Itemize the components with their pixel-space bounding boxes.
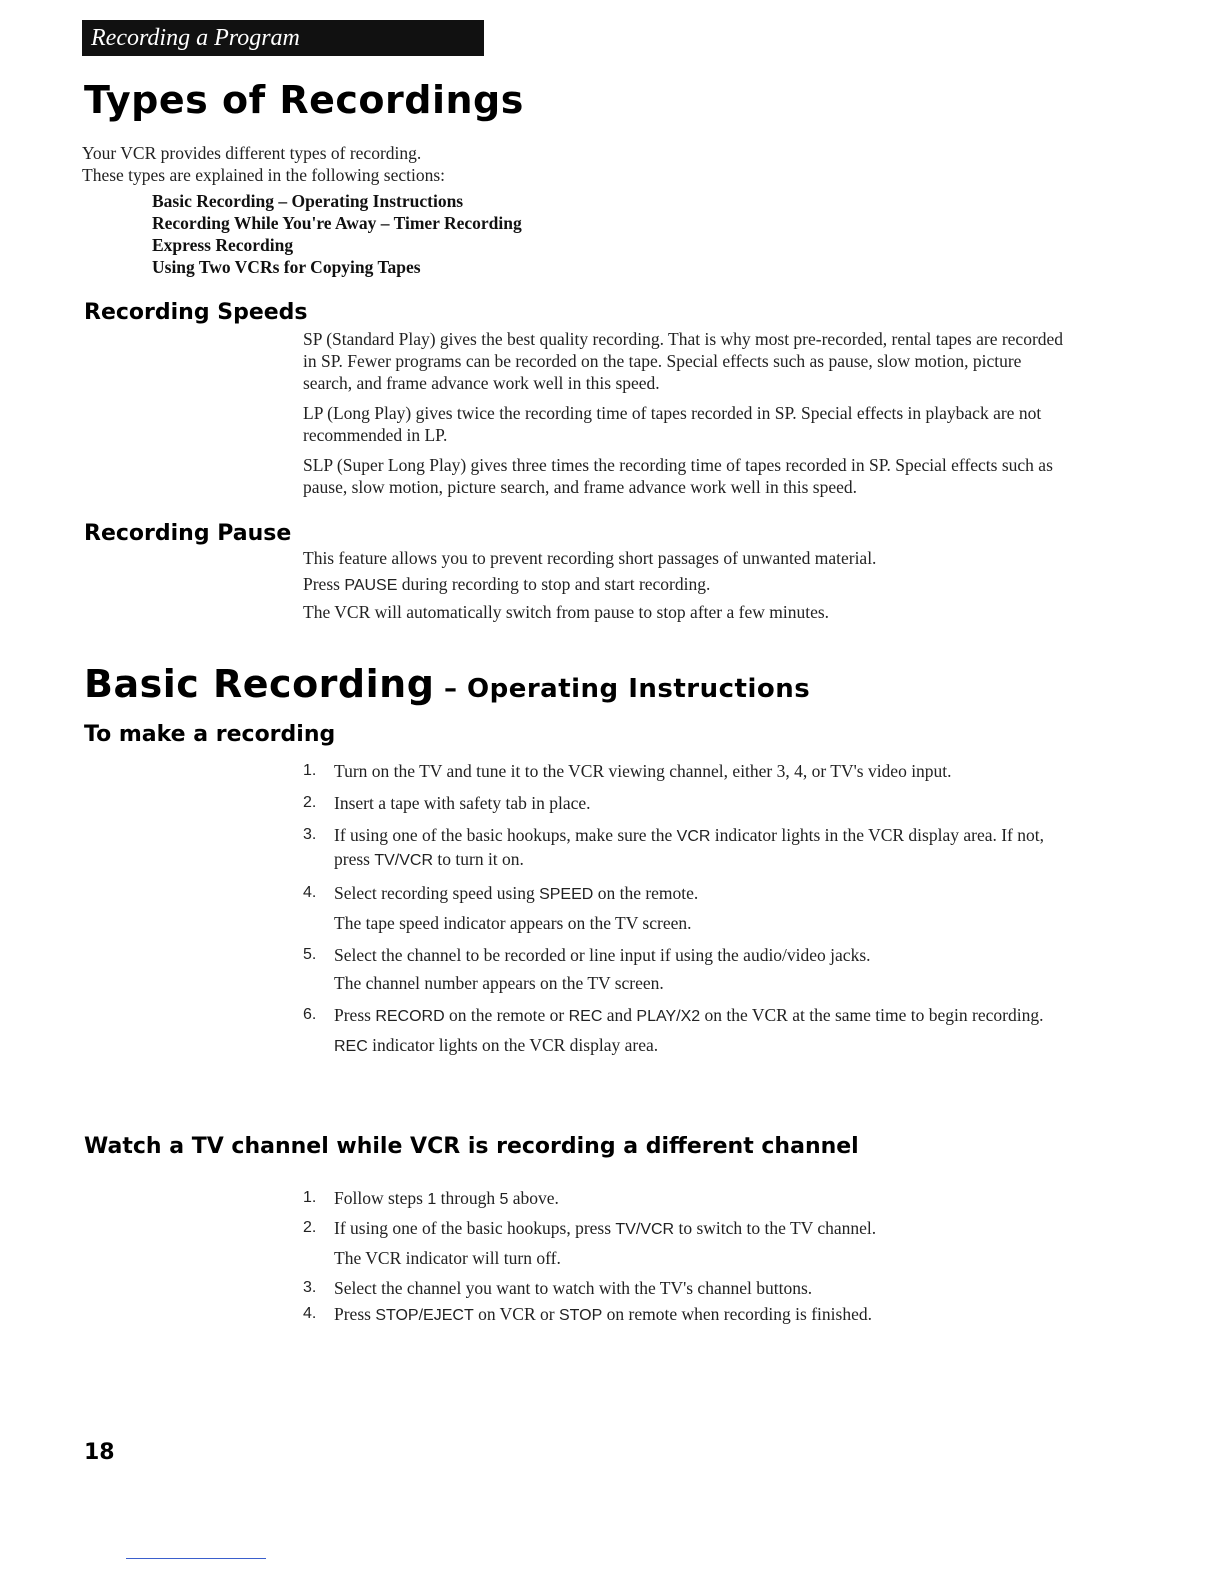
types-title: Types of Recordings (84, 78, 524, 122)
step-note: REC indicator lights on the VCR display area. (334, 1035, 659, 1055)
make-recording-steps (303, 760, 1063, 1058)
footer-rule (126, 1558, 266, 1559)
make-recording-heading: To make a recording (84, 722, 336, 747)
watch-tv-steps (303, 1187, 1063, 1327)
chapter-header-label: Recording a Program (91, 25, 300, 51)
types-section-item: Express Recording (152, 235, 294, 255)
step-item: 3. If using one of the basic hookups, make sure the VCR indicator lights in the VCR display area. If not, press TV/VCR to turn it on. (303, 825, 1044, 869)
recording-speeds-heading: Recording Speeds (84, 300, 308, 325)
step-note: The channel number appears on the TV screen. (334, 973, 664, 993)
step-note: The tape speed indicator appears on the TV screen. (334, 913, 692, 933)
types-section-item: Using Two VCRs for Copying Tapes (152, 257, 421, 277)
basic-recording-title (84, 662, 810, 706)
step-item: 1. Follow steps 1 through 5 above. (303, 1188, 559, 1208)
watch-tv-heading: Watch a TV channel while VCR is recording a different channel (84, 1134, 859, 1159)
step-item: 6. Press RECORD on the remote or REC and PLAY/X2 on the VCR at the same time to begin recording. REC indicator lights on the VCR display area. (303, 1004, 1063, 1058)
step-item: 2. Insert a tape with safety tab in place. (303, 793, 591, 813)
types-intro-line1: Your VCR provides different types of recording. (82, 143, 422, 163)
step-note: The VCR indicator will turn off. (334, 1248, 561, 1268)
step-item: 5. Select the channel to be recorded or line input if using the audio/video jacks. The channel number appears on the TV screen. (303, 944, 1063, 994)
types-section-item: Recording While You're Away – Timer Recording (152, 213, 522, 233)
step-item: 3. Select the channel you want to watch with the TV's channel buttons. (303, 1278, 813, 1298)
pause-line1: This feature allows you to prevent recording short passages of unwanted material. (303, 548, 877, 568)
basic-recording-title-main: Basic Recording (84, 662, 435, 706)
speed-sp-paragraph: SP (Standard Play) gives the best quality recording. That is why most pre-recorded, rental tapes are recorded in SP. Fewer programs can be recorded on the tape. Special effects such as pause, slow motion, picture search, and frame advance work well in this speed. (303, 329, 1064, 393)
step-item: 4. Select recording speed using SPEED on the remote. The tape speed indicator appears on the TV screen. (303, 882, 1063, 934)
recording-speeds-body (303, 328, 1073, 506)
speed-lp-paragraph: LP (Long Play) gives twice the recording time of tapes recorded in SP. Special effects in playback are not recommended in LP. (303, 403, 1042, 445)
speed-slp-paragraph: SLP (Super Long Play) gives three times the recording time of tapes recorded in SP. Special effects such as pause, slow motion, picture search, and frame advance work well in this speed. (303, 455, 1053, 497)
page-number: 18 (84, 1440, 115, 1465)
recording-pause-heading: Recording Pause (84, 521, 292, 546)
types-section-list (152, 190, 522, 278)
types-section-item: Basic Recording – Operating Instructions (152, 191, 464, 211)
pause-line2: Press PAUSE during recording to stop and start recording. (303, 574, 711, 594)
types-intro-line2: These types are explained in the following sections: (82, 165, 446, 185)
step-item: 4. Press STOP/EJECT on VCR or STOP on remote when recording is finished. (303, 1304, 872, 1324)
pause-line3: The VCR will automatically switch from pause to stop after a few minutes. (303, 602, 830, 622)
pause-key: PAUSE (344, 577, 398, 594)
step-item: 2. If using one of the basic hookups, press TV/VCR to switch to the TV channel. The VCR indicator will turn off. (303, 1217, 1063, 1269)
step-item: 1. Turn on the TV and tune it to the VCR viewing channel, either 3, 4, or TV's video input. (303, 761, 952, 781)
chapter-header-bar (82, 20, 484, 56)
recording-pause-body (303, 547, 1073, 627)
basic-recording-title-sub: – Operating Instructions (434, 674, 811, 704)
